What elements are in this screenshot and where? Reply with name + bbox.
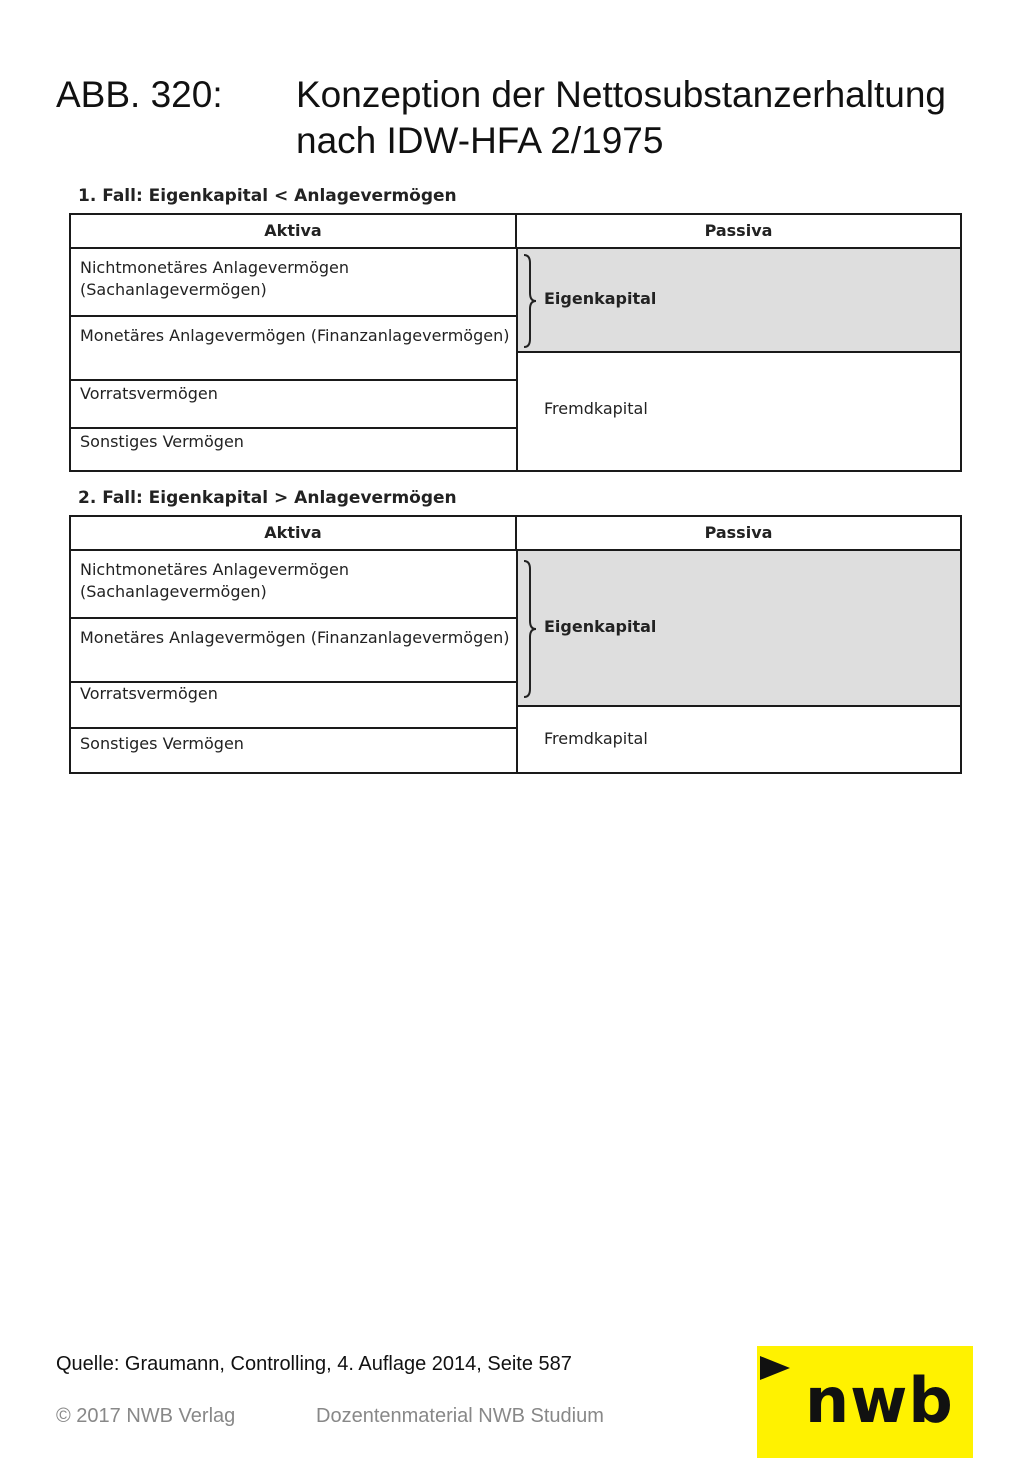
play-arrow-icon <box>760 1356 790 1380</box>
case2-header-row <box>71 517 960 551</box>
logo-wordmark: nwb <box>805 1364 954 1437</box>
case2-balance-sheet <box>69 515 962 774</box>
case1-passiva-header: Passiva <box>704 221 773 240</box>
footer-material: Dozentenmaterial NWB Studium <box>316 1405 604 1427</box>
case1-fremdkapital-cell <box>518 353 960 470</box>
case1-label: 1. Fall: Eigenkapital < Anlagevermögen <box>78 186 457 206</box>
source-citation: Quelle: Graumann, Controlling, 4. Auflage 2014, Seite 587 <box>56 1353 572 1375</box>
case1-balance-sheet <box>69 213 962 472</box>
figure-caption: Konzeption der Nettosubstanzerhaltung nach IDW-HFA 2/1975 <box>296 74 946 161</box>
case2-eigenkapital-label: Eigenkapital <box>544 617 657 636</box>
case1-aktiva-row: Vorratsvermögen <box>71 381 517 429</box>
brace-icon <box>518 253 540 349</box>
figure-number: ABB. 320: <box>56 74 223 115</box>
case2-fremdkapital-cell <box>518 707 960 772</box>
case2-aktiva-header: Aktiva <box>71 517 517 549</box>
footer-copyright: © 2017 NWB Verlag <box>56 1405 236 1427</box>
case2-label: 2. Fall: Eigenkapital > Anlagevermögen <box>78 488 457 508</box>
case1-aktiva-header: Aktiva <box>71 215 517 247</box>
case2-passiva-header: Passiva <box>704 523 773 542</box>
case2-aktiva-row: Monetäres Anlagevermögen (Finanzanlagevermögen) <box>71 619 517 683</box>
case2-aktiva-row: Vorratsvermögen <box>71 683 517 729</box>
nwb-logo <box>757 1346 973 1458</box>
case2-aktiva-row: Sonstiges Vermögen <box>80 734 244 753</box>
case1-eigenkapital-label: Eigenkapital <box>544 289 657 308</box>
case1-fremdkapital-label: Fremdkapital <box>544 399 648 418</box>
case2-fremdkapital-label: Fremdkapital <box>544 729 648 748</box>
brace-icon <box>518 559 540 699</box>
case2-eigenkapital-cell <box>518 551 960 707</box>
case1-aktiva-row: Monetäres Anlagevermögen (Finanzanlagevermögen) <box>71 317 517 381</box>
case1-aktiva-row: Nichtmonetäres Anlagevermögen (Sachanlagevermögen) <box>71 249 517 317</box>
case1-eigenkapital-cell <box>518 249 960 353</box>
case1-aktiva-row: Sonstiges Vermögen <box>80 432 244 451</box>
case1-header-row <box>71 215 960 249</box>
case2-aktiva-row: Nichtmonetäres Anlagevermögen (Sachanlagevermögen) <box>71 551 517 619</box>
